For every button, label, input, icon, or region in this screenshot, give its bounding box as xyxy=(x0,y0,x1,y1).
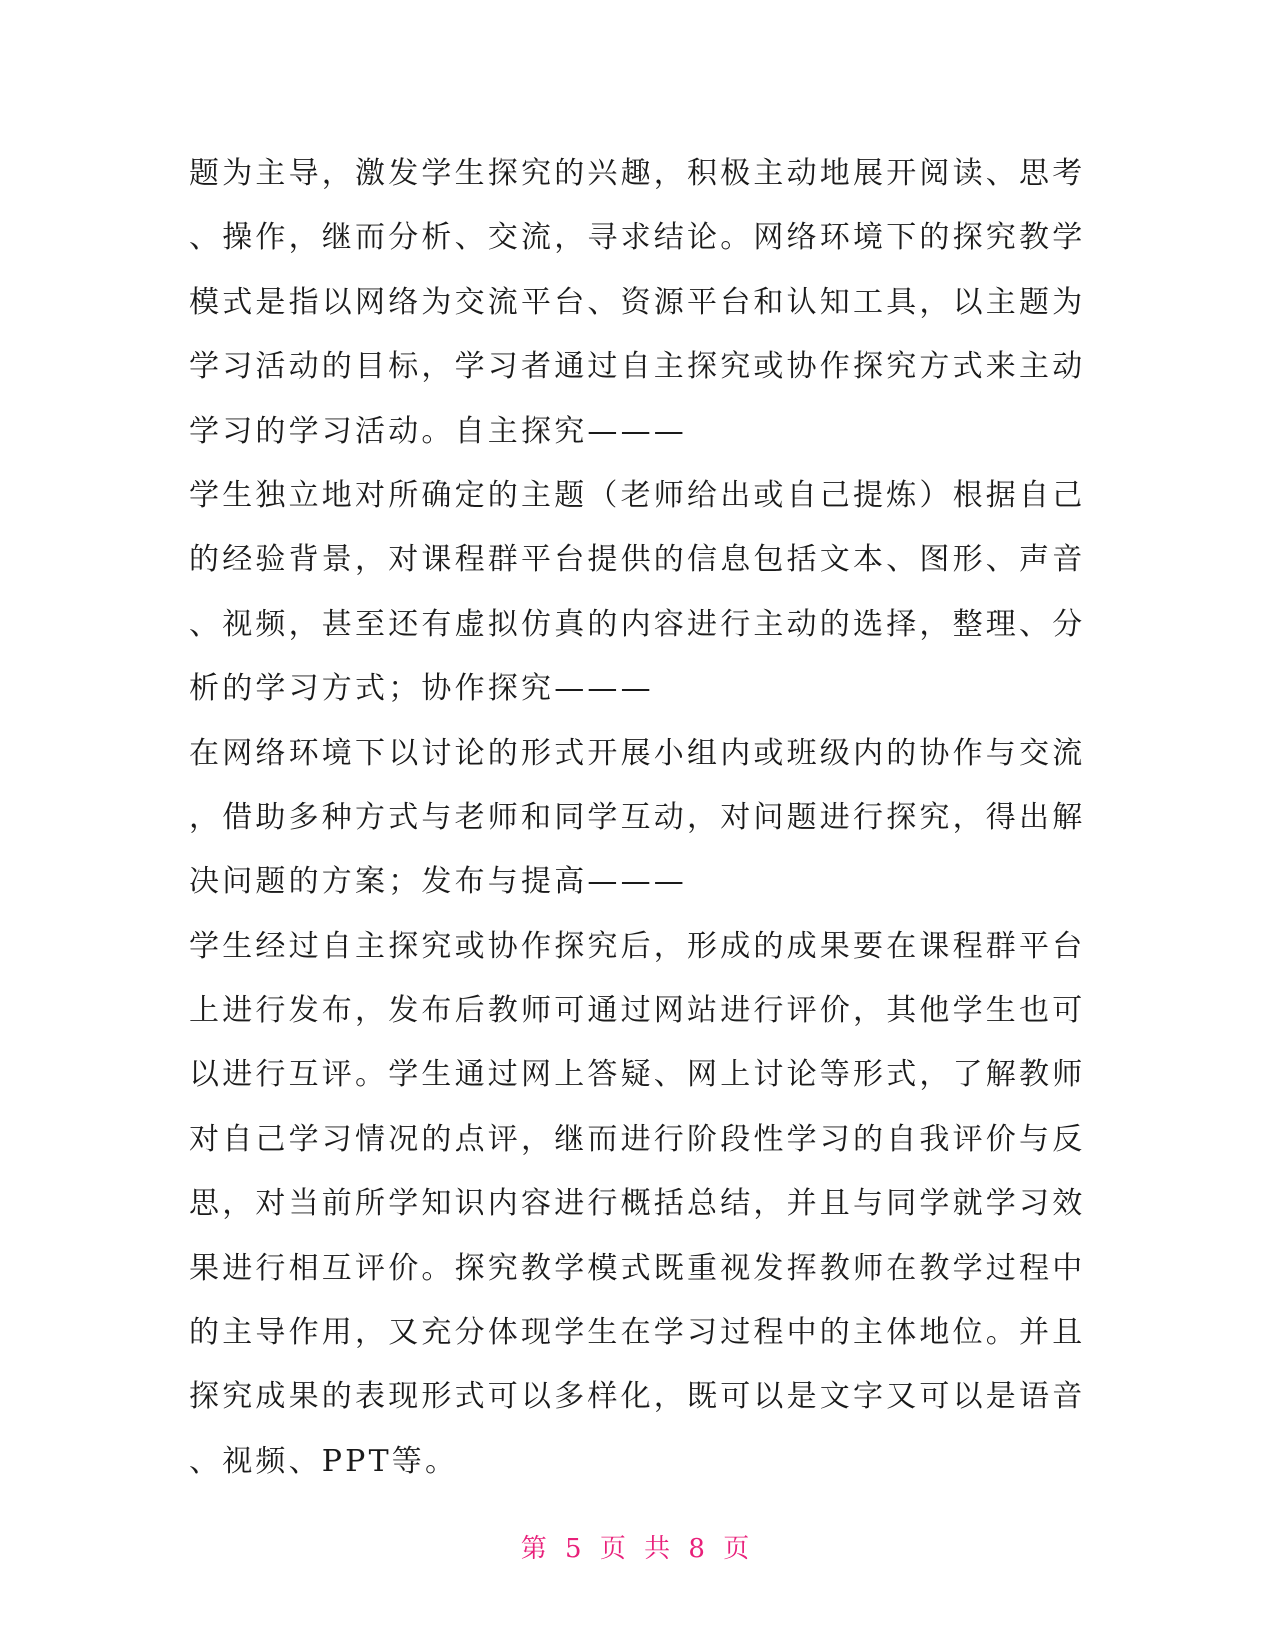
body-text xyxy=(189,142,1086,1494)
text-line: ，借助多种方式与老师和同学互动，对问题进行探究，得出解 xyxy=(189,799,1086,835)
text-line: 模式是指以网络为交流平台、资源平台和认知工具，以主题为 xyxy=(189,284,1086,320)
text-line: 对自己学习情况的点评，继而进行阶段性学习的自我评价与反 xyxy=(189,1121,1086,1157)
text-line: 探究成果的表现形式可以多样化，既可以是文字又可以是语音 xyxy=(189,1379,1086,1415)
text-line: 、视频，甚至还有虚拟仿真的内容进行主动的选择，整理、分 xyxy=(189,606,1086,642)
text-line: 以进行互评。学生通过网上答疑、网上讨论等形式，了解教师 xyxy=(189,1057,1086,1093)
text-line: 果进行相互评价。探究教学模式既重视发挥教师在教学过程中 xyxy=(189,1250,1086,1286)
text-line: 学生独立地对所确定的主题（老师给出或自己提炼）根据自己 xyxy=(189,477,1086,513)
text-line: 、操作，继而分析、交流，寻求结论。网络环境下的探究教学 xyxy=(189,220,1086,256)
text-line: 题为主导，激发学生探究的兴趣，积极主动地展开阅读、思考 xyxy=(189,156,1086,191)
text-line: 的主导作用，又充分体现学生在学习过程中的主体地位。并且 xyxy=(189,1315,1086,1351)
text-line: 在网络环境下以讨论的形式开展小组内或班级内的协作与交流 xyxy=(189,735,1086,771)
text-line: 上进行发布，发布后教师可通过网站进行评价，其他学生也可 xyxy=(189,993,1086,1029)
text-line: 决问题的方案；发布与提高——— xyxy=(189,864,687,900)
text-line: 学生经过自主探究或协作探究后，形成的成果要在课程群平台 xyxy=(189,928,1086,964)
text-line: 的经验背景，对课程群平台提供的信息包括文本、图形、声音 xyxy=(189,542,1086,578)
text-line: 学习的学习活动。自主探究——— xyxy=(189,413,687,449)
text-line: 学习活动的目标，学习者通过自主探究或协作探究方式来主动 xyxy=(189,349,1086,385)
text-line: 、视频、PPT等。 xyxy=(189,1443,459,1479)
page-number: 第 5 页 共 8 页 xyxy=(520,1534,755,1564)
text-line: 思，对当前所学知识内容进行概括总结，并且与同学就学习效 xyxy=(189,1186,1086,1222)
text-line: 析的学习方式；协作探究——— xyxy=(189,671,654,707)
